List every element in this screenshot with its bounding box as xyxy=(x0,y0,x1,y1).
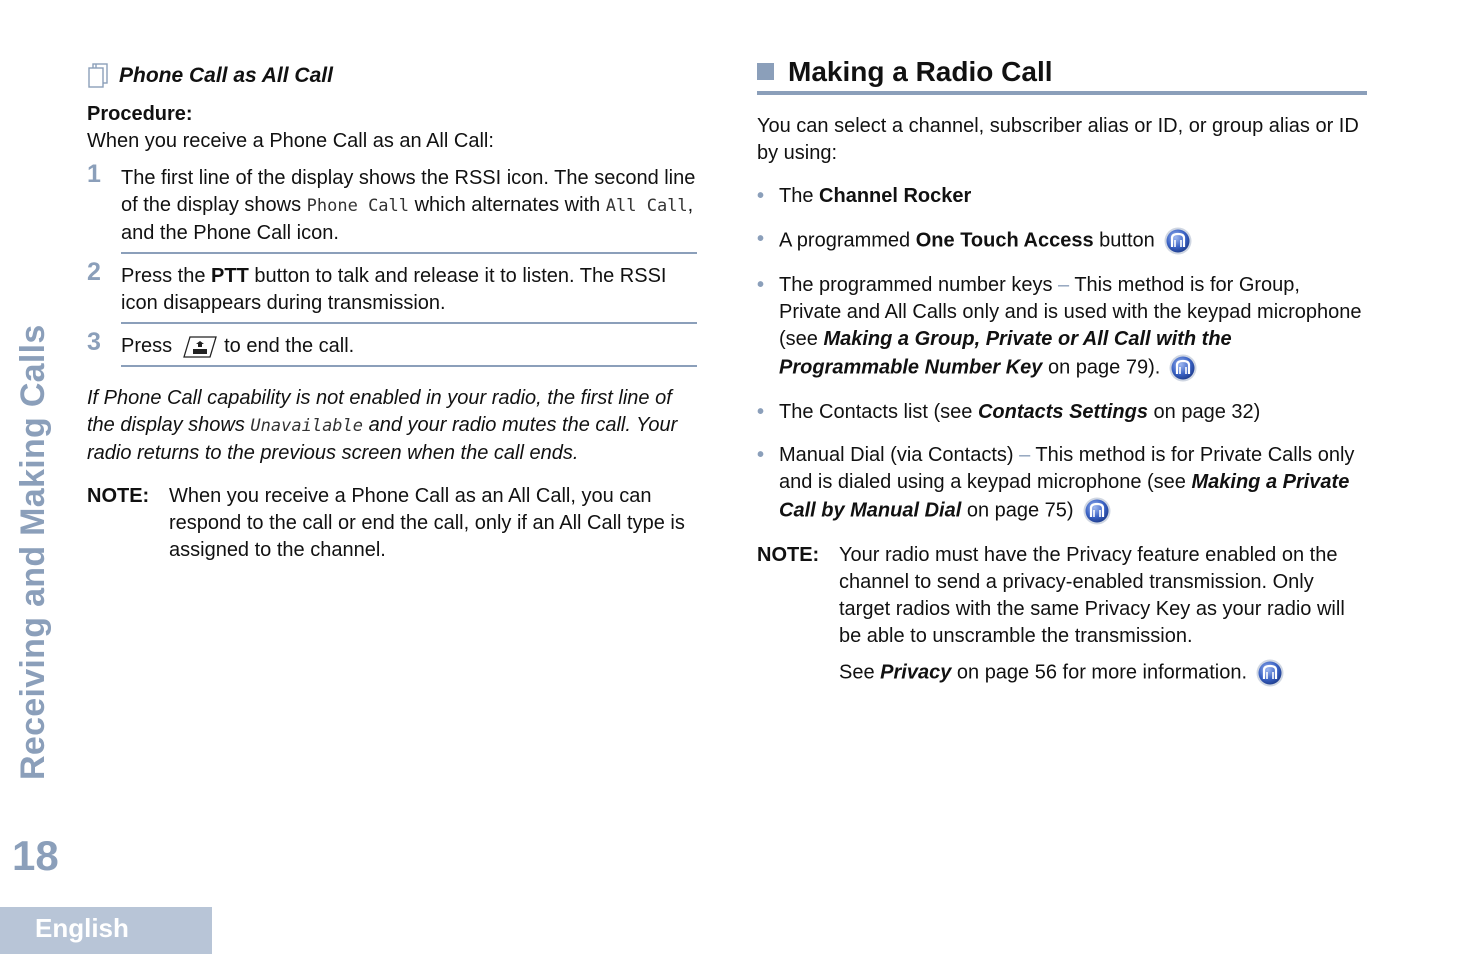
cross-reference-link[interactable]: Making a Private Call by Manual Dial xyxy=(779,471,1350,522)
step-text-part: which alternates with xyxy=(409,194,606,216)
radio-feature-icon xyxy=(1168,353,1198,383)
item-text-part: This method is for Group, Private and All Calls only and is used with the keypad microphone (see xyxy=(779,274,1362,350)
cross-reference-link[interactable]: Privacy xyxy=(880,661,952,684)
step-text-part: The first line of the display shows the RSSI icon. The second line of the display shows xyxy=(121,167,696,216)
item-dash: – xyxy=(1058,274,1070,296)
step-number: 2 xyxy=(87,258,101,286)
section-heading xyxy=(757,58,1367,95)
step-text xyxy=(121,263,697,324)
heading-square-icon xyxy=(757,63,774,80)
step-text-part: Press the xyxy=(121,265,212,287)
step-1 xyxy=(87,160,697,254)
step-text-part: button to talk and release it to listen. The RSSI icon disappears during transmission. xyxy=(121,265,667,314)
subsection-heading xyxy=(87,62,697,89)
bullet-dot: • xyxy=(757,444,765,466)
step-3 xyxy=(87,328,697,367)
radio-feature-icon xyxy=(1255,658,1285,688)
display-text-unavailable: Unavailable xyxy=(250,416,364,436)
step-number: 1 xyxy=(87,160,101,188)
procedure-intro: When you receive a Phone Call as an All Call: xyxy=(87,130,494,152)
item-text-part: on page 79). xyxy=(1042,356,1161,379)
item-bold-text: One Touch Access xyxy=(915,229,1094,252)
section-side-title: Receiving and Making Calls xyxy=(14,324,52,780)
see-text-part: See xyxy=(839,661,881,684)
item-text-part: on page 75) xyxy=(961,499,1074,522)
step-text xyxy=(121,333,697,367)
list-item-one-touch-access xyxy=(757,226,1367,256)
step-text-part: Press xyxy=(121,335,173,357)
ptt-label: PTT xyxy=(211,265,249,287)
list-item-channel-rocker xyxy=(757,183,1367,210)
unavailable-paragraph xyxy=(87,385,697,467)
radio-feature-icon xyxy=(1163,226,1193,256)
list-item-contacts xyxy=(757,399,1367,426)
item-dash: – xyxy=(1019,444,1031,466)
para-text-part: If Phone Call capability is not enabled in your radio, the first line of the display shows xyxy=(87,387,672,436)
step-text-part: , and the Phone Call icon. xyxy=(121,194,694,244)
document-icon xyxy=(87,63,109,89)
display-text-all-call: All Call xyxy=(605,196,688,216)
bullet-dot: • xyxy=(757,228,765,250)
item-text-part: The programmed number keys xyxy=(779,274,1059,296)
method-list xyxy=(757,183,1367,526)
note-see-also xyxy=(839,658,1367,688)
left-column xyxy=(87,62,697,564)
list-item-manual-dial xyxy=(757,442,1367,526)
note-label: NOTE: xyxy=(757,544,820,566)
item-bold-text: Channel Rocker xyxy=(819,185,972,207)
privacy-note-block xyxy=(757,542,1367,688)
item-text-part: button xyxy=(1093,229,1155,252)
item-text-part: A programmed xyxy=(779,229,916,252)
right-column xyxy=(757,58,1367,688)
note-text: When you receive a Phone Call as an All Call, you can respond to the call or end the call, only if an All Call type is assigned to the channel. xyxy=(169,485,685,561)
item-text-part: The Contacts list (see xyxy=(779,401,978,423)
item-text-part: on page 32) xyxy=(1148,401,1261,423)
item-text-part: This method is for Private Calls only and is dialed using a keypad microphone (see xyxy=(779,444,1355,493)
item-text-part: The xyxy=(779,185,820,207)
step-text-part: to end the call. xyxy=(224,335,355,357)
note-label: NOTE: xyxy=(87,485,150,507)
step-list xyxy=(87,160,697,367)
bullet-dot: • xyxy=(757,274,765,296)
step-text xyxy=(121,165,697,254)
procedure-label: Procedure: xyxy=(87,103,193,125)
para-text-part: and your radio mutes the call. Your radio returns to the previous screen when the call ends. xyxy=(87,414,678,464)
language-tab: English xyxy=(0,907,212,954)
page-number: 18 xyxy=(12,832,59,879)
note-text: Your radio must have the Privacy feature enabled on the channel to send a privacy-enabled transmission. Only target radios with the same Privacy Key as your radio will be able to unscramble the transmission. xyxy=(839,544,1345,647)
subsection-title: Phone Call as All Call xyxy=(119,64,333,87)
step-number: 3 xyxy=(87,328,101,356)
section-intro: You can select a channel, subscriber alias or ID, or group alias or ID by using: xyxy=(757,115,1359,164)
cross-reference-link[interactable]: Making a Group, Private or All Call with the Programmable Number Key xyxy=(779,328,1232,379)
list-item-number-keys xyxy=(757,272,1367,383)
display-text-phone-call: Phone Call xyxy=(306,196,410,216)
note-body xyxy=(839,542,1367,688)
section-title: Making a Radio Call xyxy=(788,56,1053,87)
step-2 xyxy=(87,258,697,324)
radio-feature-icon xyxy=(1082,496,1112,526)
bullet-dot: • xyxy=(757,401,765,423)
back-home-key-icon xyxy=(178,335,218,359)
cross-reference-link[interactable]: Contacts Settings xyxy=(977,401,1148,423)
see-text-part: on page 56 for more information. xyxy=(951,661,1248,684)
bullet-dot: • xyxy=(757,185,765,207)
item-text-part: Manual Dial (via Contacts) xyxy=(779,444,1020,466)
note-block xyxy=(87,483,697,564)
